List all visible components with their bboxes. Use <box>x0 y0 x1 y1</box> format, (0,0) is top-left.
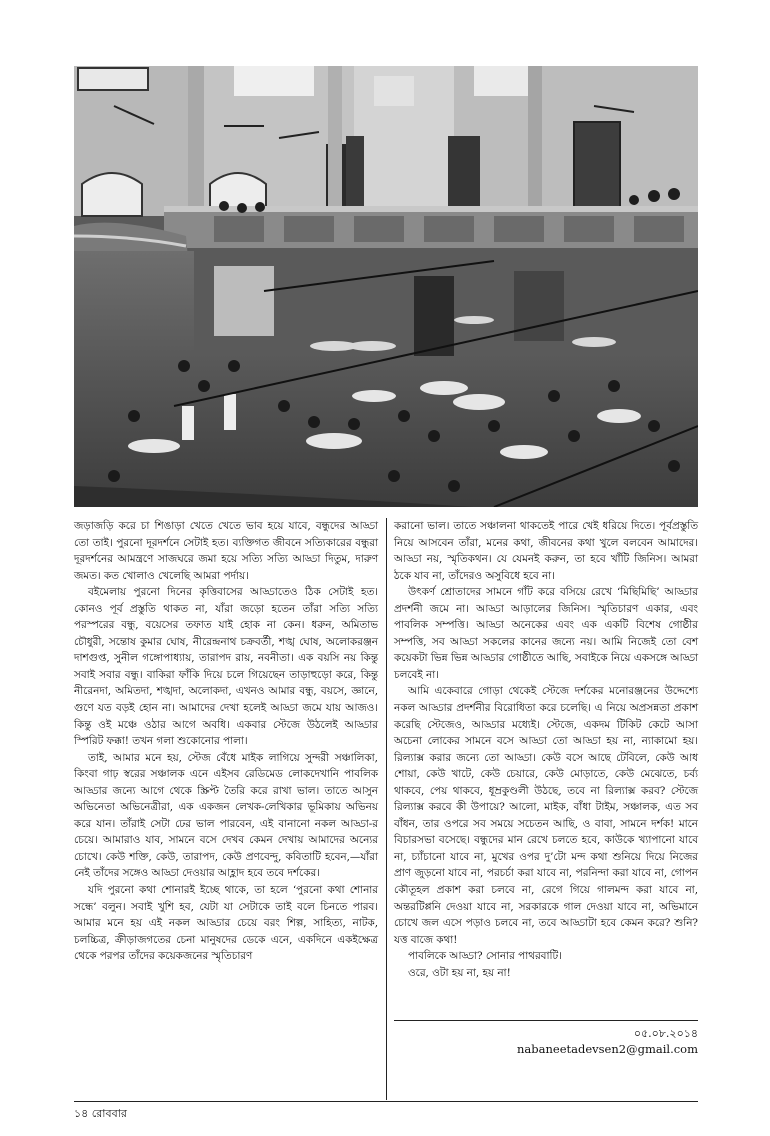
page-number: ১৪ <box>74 1107 89 1120</box>
page-footer <box>74 1105 127 1124</box>
article-paragraph: উৎকর্ণ শ্রোতাদের সামনে গাঁট করে বসিয়ে রেখে ‘মিছিমিছি’ আড্ডার প্রদর্শনী জমে না। আড্ডা আড়ালের জিনিস। স্মৃতিচারণ একার, এবং পাবলিক সম্পত্তি। আড্ডা অনেকের এবং এক একটি বিশেষ গোষ্ঠীর সম্পত্তি, সব আড্ডা সকলের কানের জন্যে নয়। আমি নিজেই তো বেশ কয়েকটা ভিন্ন ভিন্ন আড্ডার গোষ্ঠীতে আছি, সবাইকে নিয়ে একসঙ্গে আড্ডা চলবেই না। <box>394 586 698 681</box>
article-date: ০৫.০৮.২০১৪ <box>633 1027 698 1040</box>
article-paragraph: বইমেলায় পুরনো দিনের কৃত্তিবাসের আড্ডাতেও ঠিক সেটাই হত। কোনও পূর্ব প্রস্তুতি থাকত না, যাঁরা জড়ো হতেন তাঁরা সত্যি সত্যি পরস্পরের বন্ধু, বয়েসের তফাত যাই হোক না কেন। ধরুন, অমিতাভ চৌধুরী, সন্তোষ কুমার ঘোষ, নীরেন্দ্রনাথ চক্রবর্তী, শঙ্খ ঘোষ, অলোকরঞ্জন দাশগুপ্ত, সুনীল গঙ্গোপাধ্যায়, তারাপদ রায়, নবনীতা। এক বয়সি নয় কিন্তু সবাই সবার বন্ধু। বাকিরা ফাঁকি দিয়ে চলে গিয়েছেন তাড়াহুড়ো করে, কিন্তু নীরেনদা, অমিতদা, শঙ্খদা, অলোকদা, এখনও আমার বন্ধু, বয়সে, জ্ঞানে, গুণে যত বড়ই হোন না। আমাদের দেখা হলেই আড্ডা জমে যায় আজও। কিন্তু ওই মঞ্চে ওঠার আগে অবধি। একবার স্টেজে উঠলেই আড্ডার স্পিরিট ফক্কা! তখন গলা শুকোনোর পালা। <box>74 586 378 748</box>
author-email: nabaneetadevsen2@gmail.com <box>517 1042 698 1056</box>
magazine-name: রোববার <box>91 1107 127 1120</box>
article-column-left <box>74 518 378 965</box>
cafe-hall-photo <box>74 66 698 507</box>
article-column-right <box>394 518 698 981</box>
article-paragraph: করানো ভাল। তাতে সঞ্চালনা থাকতেই পারে খেই ধরিয়ে দিতে। পূর্বপ্রস্তুতি নিয়ে আসবেন তাঁরা, মনের কথা, জীবনের কথা খুলে বলবেন আমাদের। আড্ডা নয়, স্মৃতিকথন। যে যেমনই করুন, তা হবে খাঁটি জিনিস। আমরা ঠকে যাব না, তাঁদেরও অসুবিধে হবে না। <box>394 520 698 582</box>
closing-line: পাবলিকে আড্ডা? সোনার পাথরবাটি। <box>408 950 562 963</box>
article-paragraph: জড়াজড়ি করে চা শিঙাড়া খেতে খেতে ভাব হয়ে যাবে, বন্ধুদের আড্ডা তো তাই। পুরনো দূরদর্শনে সেটাই হত। ব্যক্তিগত জীবনে সত্যিকারের বন্ধুরা দূরদর্শনের আমন্ত্রণে সাজঘরে জমা হয়ে সত্যি সত্যি আড্ডা দিতুম, দারুণ জমত। কত খোলাও খেলেছি আমরা পর্দায়। <box>74 520 378 582</box>
closing-line: ওরে, ওটা হয় না, হয় না! <box>408 966 511 979</box>
column-divider <box>386 518 387 1100</box>
footer-divider <box>74 1101 698 1102</box>
article-paragraph: যদি পুরনো কথা শোনারই ইচ্ছে থাকে, তা হলে ‘পুরনো কথা শোনার সন্ধে’ বলুন। সবাই খুশি হব, যেটা যা সেটাকে তাই বলে চিনতে পারব। আমার মনে হয় এই নকল আড্ডার চেয়ে বরং শিল্প, সাহিত্য, নাটক, চলচ্চিত্র, ক্রীড়াজগতের চেনা মানুষদের ডেকে এনে, একদিনে একইক্ষেত্র থেকে পরপর তাঁদের কয়েকজনের স্মৃতিচারণ <box>74 884 378 963</box>
signature-divider <box>394 1020 698 1021</box>
article-paragraph: তাই, আমার মনে হয়, স্টেজ বেঁধে মাইক লাগিয়ে সুন্দরী সঞ্চালিকা, কিংবা গাঢ় স্বরের সঞ্চালক এনে এইসব রেডিমেড লোকদেখানি পাবলিক আড্ডার জন্যে আগে থেকে স্ক্রিপ্ট তৈরি করে রাখা ভাল। তাতে আসুন অভিনেতা অভিনেত্রীরা, এক একজন লেখক-লেখিকার ভূমিকায় অভিনয় করে যান। তাঁরাই সেটা ঢের ভাল পারবেন, এই বানানো নকল আড্ডা-র চেয়ে। আমারাও যাব, সামনে বসে দেখব কেমন দেখায় আমাদের অন্যের চোখে। কেউ শক্তি, কেউ, তারাপদ, কেউ প্রণবেন্দু, কবিতাটি হবেন,—যাঁরা নেই তাঁদের সঙ্গেও আড্ডা দেওয়ার আহ্লাদ হবে তবে দর্শকের। <box>74 751 378 880</box>
article-paragraph: আমি একেবারে গোড়া থেকেই স্টেজে দর্শকের মনোরঞ্জনের উদ্দেশ্যে নকল আড্ডার প্রদর্শনীর বিরোধিতা করে চলেছি। এ নিয়ে অপ্রসন্নতা প্রকাশ করেছি স্টেজেও, আড্ডার মধ্যেই। স্টেজে, একদম টিকিট কেটে আসা অচেনা লোকের সামনে বসে আড্ডা তো আড্ডা হয় না, ন্যাকামো হয়। রিল্যাক্স করার জন্যে তো আড্ডা। কেউ বসে আছে টেবিলে, কেউ আধ শোয়া, কেউ খাটে, কেউ চেয়ারে, কেউ মোড়াতে, কেউ মেঝেতে, চর্ব্য থাকবে, পেয় থাকবে, ধূম্রকুণ্ডলী উঠছে, তবে না রিল্যাক্স করব? স্টেজে রিল্যাক্স করবে কী উপায়ে? আলো, মাইক, বাঁধা টাইম, সঞ্চালক, এত সব বাঁধন, তার ওপরে সব সময়ে সচেতন আছি, ও বাবা, সামনে দর্শক! মানে বিচারসভা বসেছে। বন্ধুদের মান রেখে চলতে হবে, কাউকে খ্যাপানো যাবে না, চ্যাঁচানো যাবে না, মুখের ওপর দু’টো মন্দ কথা শুনিয়ে দিয়ে নিজের প্রাণ জুড়নো যাবে না, পরচর্চা করা যাবে না, পরনিন্দা করা যাবে না, গোপন কৌতূহল প্রকাশ করা চলবে না, রেগে গিয়ে গালমন্দ করা যাবে না, অন্তরটিপ্পনি দেওয়া যাবে না, সরকারকে গাল দেওয়া যাবে না, অভিমানে চোখে জল এসে পড়াও চলবে না, তবে আড্ডাটা হবে কেমন করে? শুনি? যত্ত বাজে কথা! <box>394 685 698 946</box>
